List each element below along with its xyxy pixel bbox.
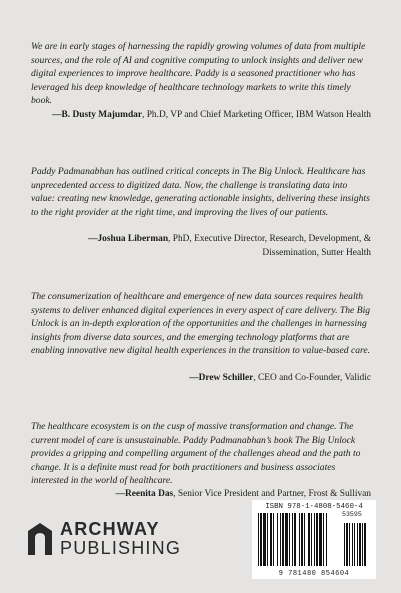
endorsement-quote-1: We are in early stages of harnessing the rapidly growing volumes of data from multiple sources, and the role of AI and cognitive computing to unlock insights and deliver new digital experiences to improve healthcare. Paddy is a seasoned practitioner who has leveraged his deep knowledge of healthcare technology markets to write this timely book. [31, 41, 366, 106]
isbn-barcode [252, 500, 376, 579]
isbn-number: ISBN 978-1-4808-5460-4 [265, 503, 363, 511]
archway-logo-icon [28, 523, 52, 555]
endorsement-quote-4: The healthcare ecosystem is on the cusp of massive transformation and change. The current model of care is unsustainable. Paddy Padmanabhan’s book The Big Unlock provides a gripping and compelling argument of the challenges ahead and the path to change. It is a definite must read for both practitioners and business associates interested in the world of healthcare. [31, 421, 361, 486]
endorsement-attribution-3 [41, 372, 371, 386]
endorser-name-2: —Joshua Liberman [88, 234, 169, 244]
barcode-bars [258, 513, 370, 566]
endorsement-attribution-2 [41, 233, 371, 260]
endorser-name-3: —Drew Schiller [189, 373, 254, 383]
endorsement-quote-3: The consumerization of healthcare and emergence of new data sources requires health systems to deliver enhanced digital experiences in every aspect of care delivery. The Big Unlock is an in-depth exploration of the opportunities and the challenges in harnessing insights from diverse data sources, and the emerging technology platforms that are enabling innovative new digital health experiences in the transition to value-based care. [31, 291, 371, 356]
endorser-credentials-2: , PhD, Executive Director, Research, Development, & Dissemination, Sutter Health [168, 234, 371, 258]
barcode-digits: 9 781480 854604 [278, 570, 350, 578]
endorser-credentials-4: , Senior Vice President and Partner, Frost & Sullivan [173, 489, 371, 499]
publisher-name-line1: ARCHWAY [60, 519, 160, 539]
endorser-name-4: —Reenita Das [115, 489, 174, 499]
publisher-name-line2: PUBLISHING [60, 538, 182, 558]
endorsement-attribution-1 [41, 109, 371, 123]
endorser-name-1: —B. Dusty Majumdar [52, 110, 143, 120]
price-code: 53595 [342, 511, 362, 518]
endorser-credentials-1: , Ph.D, VP and Chief Marketing Officer, IBM Watson Health [142, 110, 371, 120]
endorser-credentials-3: , CEO and Co-Founder, Validic [253, 373, 371, 383]
publisher-logo [28, 520, 181, 558]
endorsement-quote-2: Paddy Padmanabhan has outlined critical concepts in The Big Unlock. Healthcare has unprecedented access to digitized data. Now, the challenge is translating data into value: creating new knowledge, generating actionable insights, delivering these insights to the right provider at the right time, and improving the lives of our patients. [31, 166, 370, 218]
